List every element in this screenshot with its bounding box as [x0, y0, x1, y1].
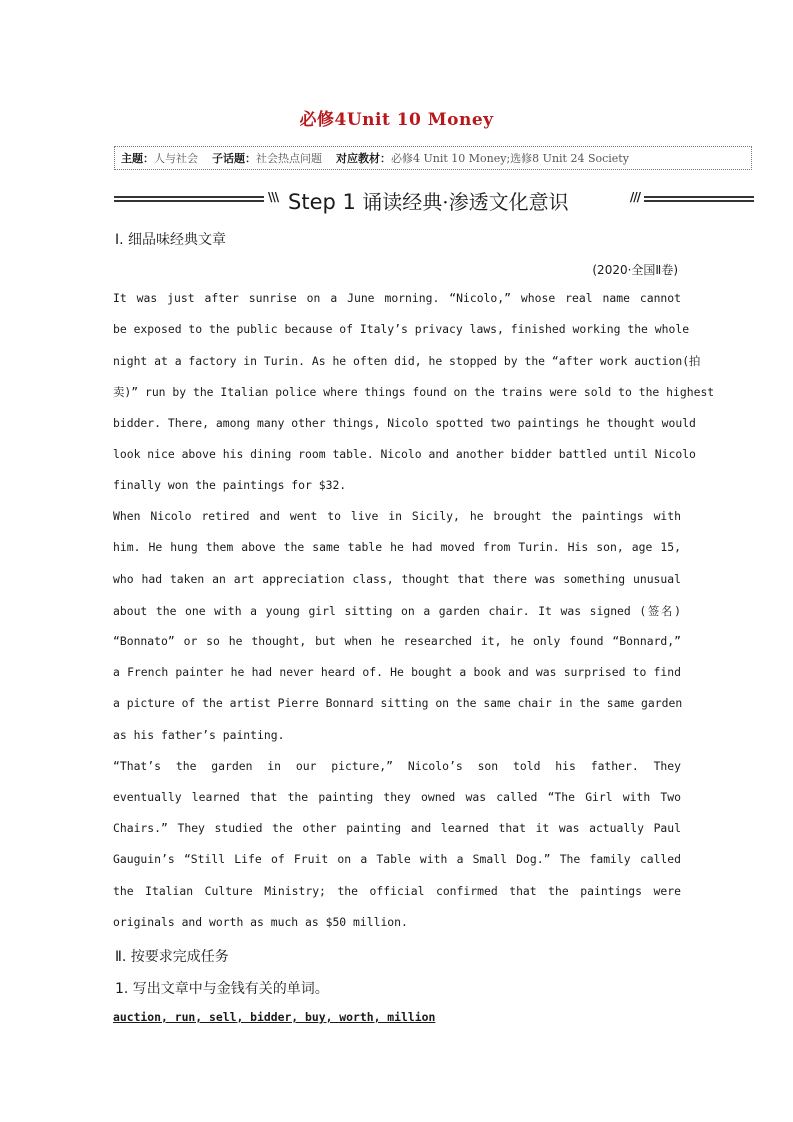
passage-line: a French painter he had never heard of. He bought a book and was surprised to find — [113, 665, 681, 679]
topic-bar — [114, 146, 752, 170]
material-label: 对应教材： — [336, 152, 391, 165]
passage-line: originals and worth as much as $50 million. — [113, 915, 408, 929]
material-value: 必修4 Unit 10 Money;选修8 Unit 24 Society — [391, 152, 629, 165]
step-subtitle: 诵读经典·渗透文化意识 — [355, 190, 569, 214]
passage-line: Chairs.” They studied the other painting and learned that it was actually Paul — [113, 821, 681, 835]
passage-line: as his father’s painting. — [113, 728, 285, 742]
passage-line: about the one with a young girl sitting on a garden chair. It was signed (签名) — [113, 604, 681, 618]
section-heading-1: Ⅰ. 细品味经典文章 — [115, 232, 227, 248]
passage-line: “That’s the garden in our picture,” Nicolo’s son told his father. They — [113, 759, 681, 773]
step-header — [114, 186, 754, 216]
document-title: 必修4Unit 10 Money — [299, 110, 494, 130]
passage-line: “Bonnato” or so he thought, but when he researched it, he only found “Bonnard,” — [113, 634, 681, 648]
passage-line: who had taken an art appreciation class, thought that there was something unusual — [113, 572, 681, 586]
source-citation: (2020·全国Ⅱ卷) — [592, 263, 678, 277]
section-heading-2: Ⅱ. 按要求完成任务 — [115, 949, 229, 965]
passage-line: finally won the paintings for $32. — [113, 478, 347, 492]
passage-line: look nice above his dining room table. Nicolo and another bidder battled until Nicolo — [113, 447, 696, 461]
decorative-rule-left — [114, 196, 264, 202]
theme-value: 人与社会 — [154, 152, 198, 165]
step-title — [288, 186, 569, 215]
subtopic-label: 子话题： — [212, 152, 256, 165]
task-answer-1: auction, run, sell, bidder, buy, worth, million — [113, 1010, 436, 1024]
passage-line: When Nicolo retired and went to live in Sicily, he brought the paintings with — [113, 509, 681, 523]
step-label: Step 1 — [288, 190, 356, 214]
task-question-1: 1. 写出文章中与金钱有关的单词。 — [115, 981, 329, 997]
passage-line: 卖)” run by the Italian police where things found on the trains were sold to the highest — [113, 385, 715, 399]
decorative-rule-right — [644, 196, 754, 202]
passage-line: bidder. There, among many other things, Nicolo spotted two paintings he thought would — [113, 416, 696, 430]
passage-line: Gauguin’s “Still Life of Fruit on a Table with a Small Dog.” The family called — [113, 852, 681, 866]
decorative-slashes-left: \\\ — [268, 190, 279, 204]
passage-line: It was just after sunrise on a June morning. “Nicolo,” whose real name cannot — [113, 291, 681, 305]
passage-line: him. He hung them above the same table he had moved from Turin. His son, age 15, — [113, 540, 681, 554]
passage-line: night at a factory in Turin. As he often did, he stopped by the “after work auction(拍 — [113, 354, 701, 368]
subtopic-value: 社会热点问题 — [256, 152, 322, 165]
decorative-slashes-right: /// — [629, 190, 640, 204]
theme-label: 主题： — [121, 152, 154, 165]
passage-line: eventually learned that the painting they owned was called “The Girl with Two — [113, 790, 681, 804]
passage-line: the Italian Culture Ministry; the official confirmed that the paintings were — [113, 884, 681, 898]
passage-line: a picture of the artist Pierre Bonnard sitting on the same chair in the same garden — [113, 696, 683, 710]
passage-line: be exposed to the public because of Italy’s privacy laws, finished working the whole — [113, 322, 690, 336]
